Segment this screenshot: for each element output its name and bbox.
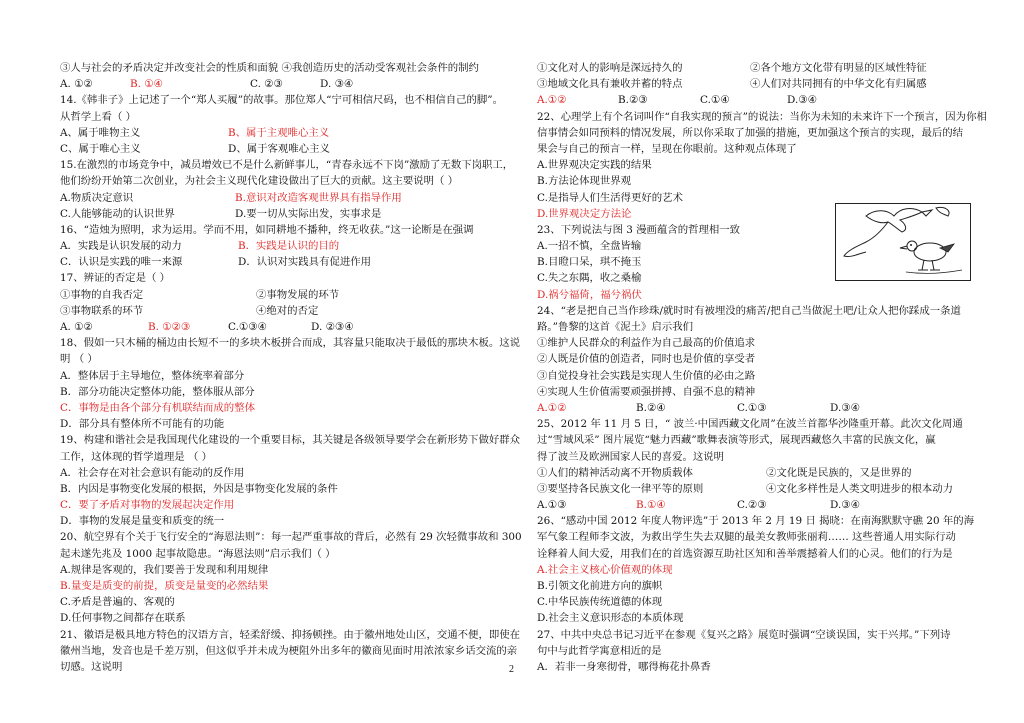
text-line: 信事情会如同预料的情况发展，所以你采取了加强的措施，更加强这个预言的实现，最后的结 [537,126,964,139]
option-text: B、属于主观唯心主义 [228,126,330,139]
text-line: 16、“造烛为照明，求为运用。学而不用，如同耕地不播种，终无收获。”这一论断是在强调 [60,223,474,236]
option-text: ③事物联系的环节 [60,304,144,317]
option-text: C.①③ [737,401,767,414]
text-line [60,206,522,222]
text-line [537,60,981,76]
text-line: ①维护人民群众的利益作为自己最高的价值追求 [537,337,756,350]
text-line: B.量变是质变的前提，质变是量变的必然结果 [60,580,269,592]
text-line: A.规律是客观的，我们要善于发现和利用规律 [60,563,269,576]
text-line: 23、下列说法与图 3 漫画蕴含的哲理相一致 [537,223,741,236]
text-line: ③人与社会的矛盾决定并改变社会的性质和面貌 ④我创造历史的活动受客观社会条件的制约 [60,62,479,74]
option-text: A．实践是认识发展的动力 [60,240,182,253]
text-line: C．事物是由各个部分有机联结而成的整体 [60,401,255,414]
option-text: D. ②③④ [311,321,354,333]
option-text: A.物质决定意识 [60,191,134,204]
text-line: C.矛盾是普遍的、客观的 [60,596,175,609]
option-text: C.①③④ [228,321,267,333]
text-line [60,125,522,141]
option-text: A.①② [537,401,567,414]
option-text: ③地域文化具有兼收并蓄的特点 [537,78,683,91]
text-line: B．部分功能决定整体功能，整体服从部分 [60,385,255,398]
text-line: 21、徽语是极具地方特色的汉语方言，轻柔舒缓、抑扬顿挫。由于徽州地处山区，交通不便，即使在 [60,628,521,641]
option-text: A.①③ [537,499,567,512]
text-line: 过“雪域风采” 图片展览“魅力西藏”歌舞表演等形式，展现西藏悠久丰富的民族文化，赢 [537,434,936,447]
text-line: D.祸兮福倚，福兮祸伏 [537,288,642,301]
text-line [537,92,981,108]
text-line: D．部分具有整体所不可能有的功能 [60,418,225,431]
text-line [537,76,981,92]
text-line: C.是指导人们生活得更好的艺术 [537,191,683,204]
text-line [537,465,981,481]
text-line: 27、中共中央总书记习近平在参观《复兴之路》展览时强调“空谈误国，实干兴邦。”下列诗 [537,628,951,641]
text-line [60,190,522,206]
text-line: B．内因是事物变化发展的根据，外因是事物变化发展的条件 [60,482,338,495]
option-text: A、属于唯物主义 [60,126,141,139]
option-text: B. ①②③ [148,321,191,333]
text-line: 从哲学上看（ ） [60,110,137,123]
text-line: 20、航空界有个关于飞行安全的“海恩法则”：每一起严重事故的背后，必然有 29 次轻微事故和 300 [60,531,522,544]
text-line: 他们纷纷开始第二次创业，为社会主义现代化建设做出了巨大的贡献。这主要说明（ ） [60,175,459,188]
option-text: B．实践是认识的目的 [238,240,340,253]
text-line [537,481,981,497]
text-line: B.引领文化前进方向的旗帜 [537,580,663,592]
option-text: ①文化对人的影响是深远持久的 [537,62,683,74]
option-text: ④绝对的否定 [256,304,319,317]
text-line [60,303,522,319]
text-line [537,400,981,416]
text-line: C．要了矛盾对事物的发展起决定作用 [60,499,235,512]
text-line: B.目瞪口呆，琪不掩玉 [537,256,642,269]
text-line: B.方法论体现世界观 [537,175,632,188]
option-text: C.①④ [700,94,730,107]
text-line: D．事物的发展是量变和质变的统一 [60,515,225,528]
option-text: A.①② [537,94,567,107]
text-line: 19、构建和谐社会是我国现代化建设的一个重要目标，其关键是各级领导要学会在新形势下做好群众 [60,434,521,447]
option-text: ③要坚持各民族文化一律平等的原则 [537,482,704,495]
option-text: C.人能够能动的认识世界 [60,207,175,220]
option-text: B.②④ [636,401,666,414]
option-text: D．认识对实践具有促进作用 [238,256,372,269]
option-text: D.③④ [830,499,860,512]
text-line: C.失之东隅，收之桑榆 [537,272,642,285]
text-line: 得了波兰及欧洲国家人民的喜爱。这说明 [537,450,725,463]
text-line: ③自觉投身社会实践是实现人生价值的必由之路 [537,369,756,382]
text-line: A．整体居于主导地位，整体统率着部分 [60,369,245,382]
option-text: B.①④ [636,499,666,512]
text-line: 明 （ ） [60,353,98,366]
option-text: ①事物的自我否定 [60,288,144,301]
option-text: B. ①④ [130,78,163,91]
text-line [60,238,522,254]
text-line: 26、“感动中国 2012 年度人物评选”于 2013 年 2 月 19 日 揭晓：在南海默默守礁 20 年的海 [537,515,975,528]
text-line: 军气象工程师李文波，为救出学生失去双腿的最美女教师张丽莉…… 这些普通人用实际行动 [537,531,956,544]
text-line [60,287,522,303]
option-text: D.③④ [787,94,817,107]
text-line: 24、“老是把自己当作珍珠/就时时有被埋没的痛苦/把自己当做泥土吧/让众人把你踩成一条道 [537,304,961,317]
text-line [60,254,522,270]
text-line: 徽州当地，发音也是千差万别，但这似乎并未成为梗阻外出多年的徽商见面时用浓浓家乡话交流的亲 [60,644,518,657]
text-line: A．若非一身寒彻骨，哪得梅花扑鼻香 [537,660,711,673]
option-text: C.②③ [737,499,767,512]
option-text: ①人们的精神活动离不开物质载体 [537,466,693,479]
option-text: ②各个地方文化带有明显的区域性特征 [750,62,927,74]
text-line: A.世界观决定实践的结果 [537,159,652,172]
text-line: 17、辨证的否定是（ ） [60,272,171,285]
option-text: C．认识是实践的唯一来源 [60,256,183,269]
option-text: A. ①② [60,321,93,333]
option-text: B.意识对改造客观世界具有指导作用 [235,191,402,204]
text-line [537,497,981,513]
text-line: 工作，这体现的哲学道理是 （ ） [60,450,213,463]
text-line: 15.在激烈的市场竞争中，减员增效已不是什么新鲜事儿，“青春永远不下岗”激励了无数下岗职工， [60,159,514,172]
text-line: A．社会存在对社会意识有能动的反作用 [60,466,245,479]
text-line: 切感。这说明 [60,660,123,673]
text-line: 起未遂先兆及 1000 起事故隐患。“海恩法则”启示我们（ ） [60,547,336,560]
right-column [537,60,987,675]
option-text: C. ②③ [250,78,283,91]
left-column [60,60,522,675]
text-line: ④实现人生价值需要顽强拼搏、自强不息的精神 [537,385,756,398]
option-text: D.③④ [830,401,860,414]
text-line [60,141,522,157]
option-text: ②文化既是民族的，又是世界的 [766,466,912,479]
option-text: D、属于客观唯心主义 [228,142,330,155]
text-line: C.中华民族传统道德的体现 [537,596,663,609]
text-line [60,76,522,92]
text-line: D.世界观决定方法论 [537,207,632,220]
option-text: D.要一切从实际出发，实事求是 [235,207,382,220]
text-line: 诠释着人间大爱，用我们在的首选资源互助社区知和善举震撼着人们的心灵。他们的行为是 [537,547,953,560]
page-number: 2 [509,664,514,675]
option-text: ④文化多样性是人类文明进步的根本动力 [766,482,954,495]
text-line [60,319,522,335]
text-line: 25、2012 年 11 月 5 日，“ 波兰·中国西藏文化周”在波兰首都华沙隆重开幕。此次文化周通 [537,418,963,431]
text-line: ②人既是价值的创造者，同时也是价值的享受者 [537,353,756,366]
text-line: 14.《韩非子》上记述了一个“郑人买履”的故事。那位郑人“宁可相信尺码，也不相信自己的脚”。 [60,94,504,107]
text-line: A.社会主义核心价值观的体现 [537,563,673,576]
text-line: 22、心理学上有个名词叫作“自我实现的预言”的说法：当你为未知的未来许下一个预言，因为你相 [537,110,987,123]
text-line: 18、假如一只木桶的桶边由长短不一的多块木板拼合而成，其容量只能取决于最低的那块木板。这说 [60,337,521,350]
text-line: D.社会主义意识形态的本质体现 [537,612,684,625]
cartoon-figure-3 [835,203,971,281]
text-line: 句中与此哲学寓意相近的是 [537,644,662,657]
text-line: A.一招不慎，全盘皆输 [537,240,642,253]
text-line: 果会与自己的预言一样，呈现在你眼前。这种观点体现了 [537,142,797,155]
option-text: A. ①② [60,78,93,91]
option-text: ④人们对共同拥有的中华文化有归属感 [750,78,927,91]
option-text: B.②③ [618,94,648,107]
option-text: C、属于唯心主义 [60,142,141,155]
option-text: D. ③④ [320,78,354,91]
text-line: 路。”鲁黎的这首《泥土》启示我们 [537,321,693,333]
option-text: ②事物发展的环节 [256,288,340,301]
text-line: D.任何事物之间都存在联系 [60,612,186,625]
